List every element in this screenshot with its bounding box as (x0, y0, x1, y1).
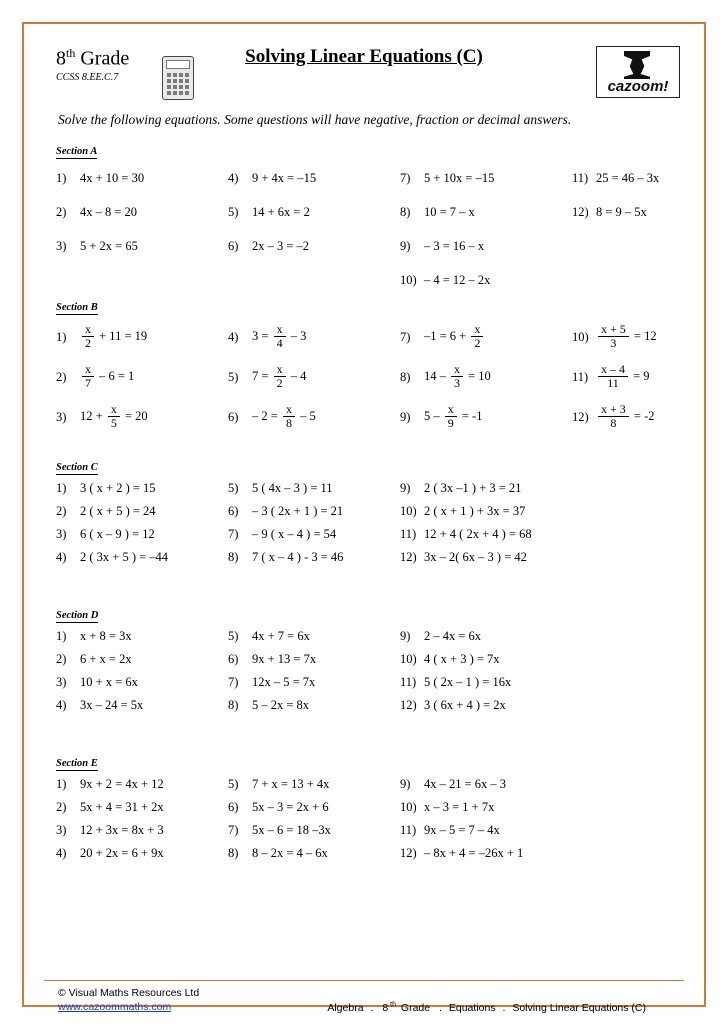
breadcrumb-item-topic: Equations (448, 1001, 496, 1014)
question-item (56, 773, 164, 796)
question-column (228, 625, 316, 717)
question-item (572, 195, 659, 229)
question-column (56, 477, 168, 569)
question-item (400, 671, 511, 694)
question-number: 1) (56, 629, 67, 644)
question-number: 5) (228, 204, 239, 219)
fraction-denominator: 9 (445, 416, 457, 430)
question-column (228, 161, 316, 263)
question-text: 5 ( 2x – 1 ) = 16x (424, 675, 512, 690)
question-columns (56, 773, 686, 883)
question-text: – 3 ( 2x + 1 ) = 21 (252, 504, 344, 519)
question-text: 12 + $\frac{x}{5}$ = 20 (80, 401, 148, 430)
question-text: 3x – 24 = 5x (80, 698, 144, 713)
question-column (56, 773, 164, 865)
question-text: $\frac{x}{2}$ + 11 = 19 (80, 324, 147, 350)
question-text: 9x – 5 = 7 – 4x (424, 823, 500, 838)
fraction (283, 403, 295, 429)
question-item (56, 500, 168, 523)
question-text: 2 ( 3x –1 ) + 3 = 21 (424, 481, 522, 496)
breadcrumb-separator-2: . (439, 1001, 442, 1014)
fraction (82, 363, 94, 389)
question-text: 3 = $\frac{x}{4}$ – 3 (252, 321, 307, 350)
question-item (400, 842, 523, 865)
question-number: 6) (228, 800, 239, 815)
question-text: 3 ( 6x + 4 ) = 2x (424, 698, 506, 713)
fraction-denominator: 3 (598, 336, 629, 350)
fraction-denominator: 2 (274, 376, 286, 390)
sections-container (34, 134, 694, 883)
question-text: 10 + x = 6x (80, 675, 138, 690)
question-number: 1) (56, 329, 67, 344)
question-number: 10) (400, 504, 417, 519)
ccss-code: CCSS 8.EE.C.7 (56, 71, 119, 83)
question-column (572, 317, 657, 437)
question-text: 5 + 2x = 65 (80, 238, 138, 253)
question-number: 12) (572, 409, 589, 424)
breadcrumb-separator-3: . (502, 1001, 506, 1014)
question-column (56, 625, 143, 717)
question-item (400, 694, 511, 717)
question-column (400, 477, 532, 569)
question-number: 3) (56, 238, 67, 253)
logo-text: cazoom! (607, 78, 669, 95)
fraction-denominator: 8 (598, 416, 629, 430)
question-number: 12) (400, 550, 417, 565)
question-number: 10) (400, 652, 417, 667)
question-number: 3) (56, 527, 67, 542)
website-link[interactable]: www.cazoommaths.com (58, 1001, 172, 1013)
question-columns (56, 625, 686, 735)
fraction-numerator: x – 4 (601, 361, 625, 376)
question-column (228, 773, 331, 865)
question-number: 7) (400, 170, 411, 185)
grade-number: 8 (56, 47, 66, 70)
question-text: – 3 = 16 – x (424, 238, 485, 253)
question-number: 3) (56, 823, 67, 838)
question-item (228, 397, 316, 437)
question-number: 11) (400, 527, 417, 542)
question-item (400, 229, 494, 263)
question-text: 4x – 21 = 6x – 3 (424, 777, 507, 792)
calculator-keys (167, 73, 189, 95)
question-number: 10) (400, 800, 417, 815)
question-item (228, 546, 343, 569)
question-number: 1) (56, 170, 67, 185)
fraction-denominator: 3 (451, 376, 463, 390)
question-item (56, 694, 143, 717)
question-column (572, 161, 659, 229)
fraction-denominator: 2 (471, 336, 483, 350)
fraction (445, 403, 457, 429)
fraction-numerator: x (110, 401, 117, 416)
hourglass-icon (624, 51, 650, 79)
fraction-denominator: 8 (283, 416, 295, 430)
question-number: 7) (228, 823, 239, 838)
question-number: 2) (56, 800, 67, 815)
question-item (56, 796, 164, 819)
question-item (228, 773, 331, 796)
question-column (228, 477, 343, 569)
fraction-numerator: x + 3 (601, 401, 626, 416)
question-number: 12) (572, 204, 589, 219)
question-item (228, 648, 316, 671)
section-block (34, 598, 694, 735)
question-text: –1 = 6 + $\frac{x}{2}$ (424, 324, 485, 350)
question-text: 9x + 13 = 7x (252, 652, 317, 667)
question-number: 11) (572, 170, 589, 185)
question-number: 2) (56, 504, 67, 519)
question-item (400, 161, 494, 195)
question-text: $\frac{x + 3}{8}$ = -2 (596, 404, 655, 430)
question-item (56, 671, 143, 694)
question-item (228, 477, 343, 500)
question-item (400, 796, 523, 819)
question-text: $\frac{x}{7}$ – 6 = 1 (80, 364, 134, 390)
question-text: 9 + 4x = –15 (252, 170, 317, 185)
question-text: 2 – 4x = 6x (424, 629, 482, 644)
fraction-denominator: 5 (108, 416, 120, 430)
question-item (572, 397, 657, 437)
question-item (56, 523, 168, 546)
section-label: Section E (56, 758, 98, 769)
question-item (228, 671, 316, 694)
question-item (572, 161, 659, 195)
instruction-text: Solve the following equations. Some questions will have negative, fraction or decimal answers. (58, 112, 572, 127)
section-label: Section A (56, 146, 98, 157)
page-title: Solving Linear Equations (C) (245, 46, 483, 67)
question-item (228, 625, 316, 648)
question-text: $\frac{x - 4}{11}$ = 9 (596, 364, 650, 390)
question-text: 4x – 8 = 20 (80, 204, 138, 219)
question-item (400, 357, 491, 397)
breadcrumb-item-subject: Algebra (327, 1001, 364, 1014)
question-item (228, 842, 331, 865)
question-number: 2) (56, 204, 67, 219)
question-text: – 2 = $\frac{x}{8}$ – 5 (252, 401, 316, 430)
fraction-numerator: x (285, 401, 292, 416)
question-text: 7 + x = 13 + 4x (252, 777, 330, 792)
question-number: 6) (228, 504, 239, 519)
question-number: 5) (228, 369, 239, 384)
question-item (56, 842, 164, 865)
question-number: 11) (400, 675, 417, 690)
question-text: 4x + 7 = 6x (252, 629, 310, 644)
question-item (56, 819, 164, 842)
question-column (56, 317, 148, 437)
question-text: 2x – 3 = –2 (252, 238, 310, 253)
question-item (400, 773, 523, 796)
question-number: 4) (56, 550, 67, 565)
question-item (56, 648, 143, 671)
question-item (400, 523, 532, 546)
fraction (598, 363, 628, 389)
section-block (34, 290, 694, 439)
question-number: 8) (228, 550, 239, 565)
question-number: 2) (56, 369, 67, 384)
question-number: 1) (56, 481, 67, 496)
question-text: – 4 = 12 – 2x (424, 272, 491, 287)
question-text: – 8x + 4 = –26x + 1 (424, 846, 524, 861)
question-item (400, 546, 532, 569)
question-item (400, 648, 511, 671)
question-text: 6 ( x – 9 ) = 12 (80, 527, 155, 542)
question-number: 8) (228, 698, 239, 713)
fraction-numerator: x (85, 361, 91, 376)
fraction-numerator: x + 5 (601, 321, 626, 336)
fraction (108, 403, 120, 429)
question-number: 6) (228, 652, 239, 667)
question-number: 12) (400, 846, 417, 861)
question-text: 5x + 4 = 31 + 2x (80, 800, 164, 815)
question-number: 3) (56, 675, 67, 690)
worksheet-inner (34, 34, 694, 1014)
question-text: 5 – 2x = 8x (252, 698, 310, 713)
breadcrumb-item-grade: 8 $^{th}$ Grade (382, 1001, 431, 1014)
question-text: 2 ( x + 1 ) + 3x = 37 (424, 504, 526, 519)
question-number: 8) (228, 846, 239, 861)
fraction-denominator: 4 (274, 336, 286, 350)
question-item (400, 397, 491, 437)
question-item (400, 500, 532, 523)
grade-word: Grade (75, 47, 130, 70)
fraction (274, 323, 286, 349)
question-text: 6 + x = 2x (80, 652, 132, 667)
question-number: 7) (400, 329, 411, 344)
question-number: 4) (228, 170, 239, 185)
question-item (228, 819, 331, 842)
question-number: 11) (572, 369, 589, 384)
question-columns (56, 477, 686, 587)
fraction (274, 363, 286, 389)
question-text: – 9 ( x – 4 ) = 54 (252, 527, 337, 542)
section-label: Section D (56, 610, 99, 621)
fraction (598, 323, 629, 349)
question-number: 7) (228, 675, 239, 690)
fraction-numerator: x (85, 321, 91, 336)
question-text: 2 ( 3x + 5 ) = –44 (80, 550, 169, 565)
fraction-denominator: 11 (598, 376, 628, 390)
question-column (400, 773, 523, 865)
question-number: 7) (228, 527, 239, 542)
question-item (56, 397, 148, 437)
worksheet-footer (44, 980, 684, 1014)
question-number: 9) (400, 777, 411, 792)
question-text: 4x + 10 = 30 (80, 170, 145, 185)
question-item (228, 523, 343, 546)
fraction (598, 403, 629, 429)
question-column (400, 625, 511, 717)
question-number: 2) (56, 652, 67, 667)
question-item (56, 161, 144, 195)
question-text: 3 ( x + 2 ) = 15 (80, 481, 156, 496)
question-number: 10) (572, 329, 589, 344)
question-text: 4 ( x + 3 ) = 7x (424, 652, 500, 667)
question-number: 11) (400, 823, 417, 838)
question-text: $\frac{x + 5}{3}$ = 12 (596, 324, 657, 350)
section-label: Section B (56, 302, 98, 313)
question-item (56, 229, 144, 263)
question-number: 9) (400, 409, 411, 424)
section-label: Section C (56, 462, 98, 473)
cazoom-logo (596, 46, 680, 98)
question-text: 7 ( x – 4 ) - 3 = 46 (252, 550, 344, 565)
question-number: 4) (56, 698, 67, 713)
question-number: 8) (400, 369, 411, 384)
breadcrumb-item-title: Solving Linear Equations (C) (512, 1001, 646, 1014)
question-number: 9) (400, 238, 411, 253)
fraction-numerator: x (474, 321, 481, 336)
question-item (228, 317, 316, 357)
question-item (572, 357, 657, 397)
question-text: 20 + 2x = 6 + 9x (80, 846, 164, 861)
question-text: 14 + 6x = 2 (252, 204, 310, 219)
question-text: 25 = 46 – 3x (596, 170, 660, 185)
question-number: 6) (228, 409, 239, 424)
question-text: x – 3 = 1 + 7x (424, 800, 495, 815)
fraction (471, 323, 483, 349)
question-item (56, 317, 148, 357)
question-number: 5) (228, 629, 239, 644)
question-item (228, 796, 331, 819)
question-item (56, 625, 143, 648)
question-text: 9x + 2 = 4x + 12 (80, 777, 164, 792)
question-column (400, 317, 491, 437)
question-text: 8 = 9 – 5x (596, 204, 647, 219)
grade-suffix: th (66, 46, 76, 60)
question-item (228, 229, 316, 263)
question-text: 5x – 6 = 18 –3x (252, 823, 331, 838)
question-text: 12 + 4 ( 2x + 4 ) = 68 (424, 527, 532, 542)
question-item (228, 694, 316, 717)
breadcrumb-separator: . (370, 1001, 374, 1014)
question-number: 1) (56, 777, 67, 792)
question-column (228, 317, 316, 437)
question-column (56, 161, 144, 263)
question-item (228, 195, 316, 229)
question-text: 12x – 5 = 7x (252, 675, 316, 690)
fraction-denominator: 7 (82, 376, 94, 390)
question-item (56, 195, 144, 229)
worksheet-page (22, 22, 706, 1014)
question-item (400, 625, 511, 648)
question-item (400, 819, 523, 842)
question-text: 2 ( x + 5 ) = 24 (80, 504, 156, 519)
question-text: 5 – $\frac{x}{9}$ = -1 (424, 401, 483, 430)
question-item (228, 500, 343, 523)
question-number: 5) (228, 777, 239, 792)
question-number: 6) (228, 238, 239, 253)
question-number: 5) (228, 481, 239, 496)
fraction (82, 323, 94, 349)
question-text: 8 – 2x = 4 – 6x (252, 846, 328, 861)
section-block (34, 450, 694, 587)
question-number: 9) (400, 629, 411, 644)
question-text: 5 + 10x = –15 (424, 170, 495, 185)
question-item (228, 357, 316, 397)
question-item (56, 546, 168, 569)
fraction-numerator: x (276, 321, 283, 336)
question-number: 4) (228, 329, 239, 344)
question-columns (56, 317, 686, 439)
copyright-text: © Visual Maths Resources Ltd (58, 987, 200, 999)
question-text: 14 – $\frac{x}{3}$ = 10 (424, 361, 491, 390)
worksheet-header (34, 34, 694, 108)
question-text: 3x – 2( 6x – 3 ) = 42 (424, 550, 527, 565)
question-text: 10 = 7 – x (424, 204, 475, 219)
fraction-numerator: x (276, 361, 283, 376)
section-block (34, 746, 694, 883)
question-number: 8) (400, 204, 411, 219)
question-item (400, 263, 494, 297)
question-number: 4) (56, 846, 67, 861)
fraction (451, 363, 463, 389)
question-number: 9) (400, 481, 411, 496)
fraction-numerator: x (447, 401, 454, 416)
footer-left (58, 987, 199, 1013)
question-column (400, 161, 494, 297)
question-item (400, 477, 532, 500)
question-text: 12 + 3x = 8x + 3 (80, 823, 164, 838)
question-number: 12) (400, 698, 417, 713)
question-columns (56, 161, 686, 287)
section-block (34, 134, 694, 287)
breadcrumb (325, 1001, 648, 1014)
question-item (56, 477, 168, 500)
question-number: 3) (56, 409, 67, 424)
question-number: 10) (400, 272, 417, 287)
question-item (228, 161, 316, 195)
question-text: 5 ( 4x – 3 ) = 11 (252, 481, 333, 496)
question-item (572, 317, 657, 357)
question-text: x + 8 = 3x (80, 629, 132, 644)
question-item (400, 317, 491, 357)
question-item (400, 195, 494, 229)
fraction-numerator: x (454, 361, 460, 376)
question-item (56, 357, 148, 397)
fraction-denominator: 2 (82, 336, 94, 350)
question-text: 5x – 3 = 2x + 6 (252, 800, 329, 815)
question-text: 7 = $\frac{x}{2}$ – 4 (252, 361, 307, 390)
